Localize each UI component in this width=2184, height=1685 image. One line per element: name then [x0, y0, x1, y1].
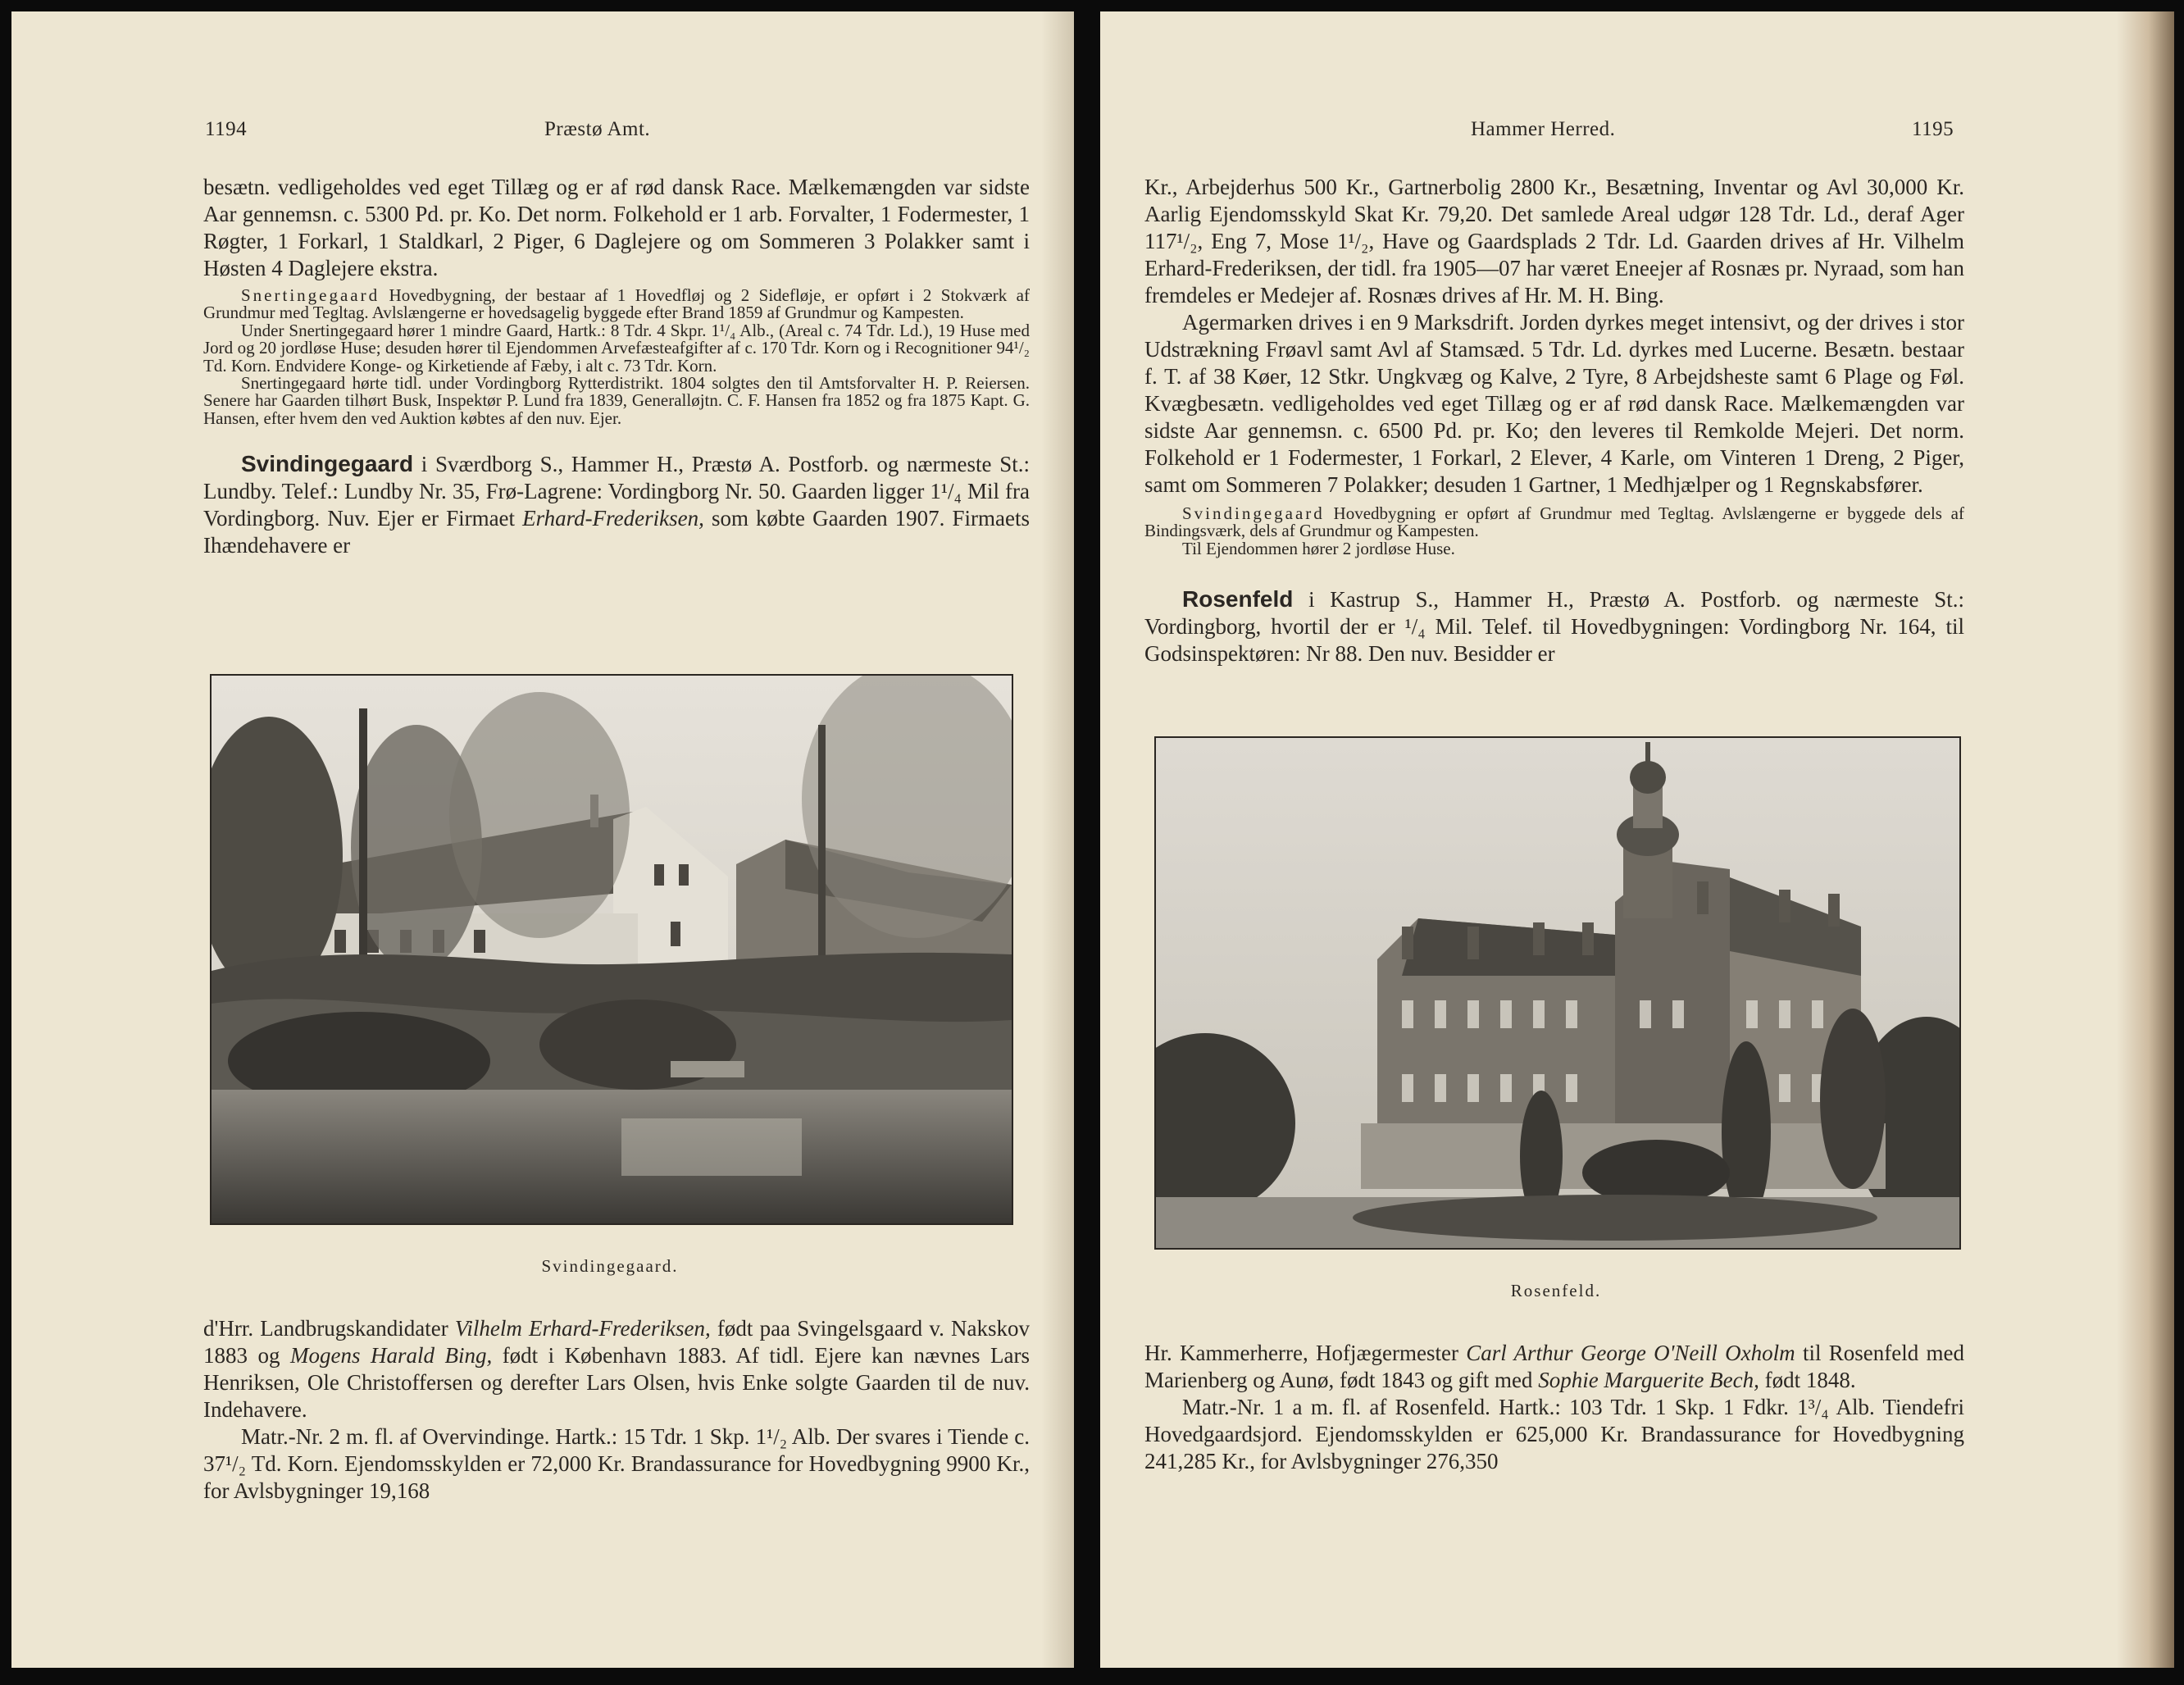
page-number: 1194: [205, 118, 248, 140]
photo-caption: Svindingegaard.: [541, 1256, 679, 1276]
entry-paragraph: [203, 450, 1030, 559]
manor-illustration: [1156, 738, 1959, 1248]
left-page: [11, 11, 1074, 1668]
small-paragraph: Til Ejendommen hører 2 jordløse Huse.: [1182, 538, 1455, 558]
paragraph: Matr.-Nr. 2 m. fl. af Overvindinge. Hartk.: 15 Tdr. 1 Skp. 1¹/₂ Alb. Der svares i Tiende c. 37¹/₂ Td. Korn. Ejendomsskylden er 72,000 Kr. Brandassurance for Hovedbygning 9900 Kr., for Avlsbygninger 19,168: [203, 1424, 1030, 1503]
manor-photo: [1154, 736, 1961, 1250]
text-block-top: [1144, 174, 1964, 667]
paragraph: [1144, 1340, 1964, 1394]
spaced-term: Snertingegaard: [241, 285, 380, 305]
text-block-top: [203, 174, 1030, 559]
text-block-bottom: [1144, 1340, 1964, 1475]
text-block-bottom: [203, 1315, 1030, 1505]
paragraph: Matr.-Nr. 1 a m. fl. af Rosenfeld. Hartk.: 103 Tdr. 1 Skp. 1 Fdkr. 1³/₄ Alb. Tiendefri Hovedgaardsjord. Ejendomsskylden er 625,000 Kr. Brandassurance for Hovedbygning 241,285 Kr., for Avlsbygninger 276,350: [1144, 1395, 1964, 1473]
paragraph: Kr., Arbejderhus 500 Kr., Gartnerbolig 2800 Kr., Besætning, Inventar og Avl 30,000 Kr. Aarlig Ejendomsskyld Skat Kr. 79,20. Det samlede Areal udgør 128 Tdr. Ld., deraf Ager 117¹/₂, Eng 7, Mose 1¹/₂, Have og Gaardsplads 2 Tdr. Ld. Gaarden drives af Hr. Vilhelm Erhard-Frederiksen, der tidl. fra 1905—07 har været Eneejer af Rosnæs pr. Nyraad, som han fremdeles er Medejer af. Rosnæs drives af Hr. M. H. Bing.: [1144, 175, 1964, 307]
farmhouse-photo: [210, 674, 1013, 1225]
running-head: Hammer Herred.: [1471, 118, 1616, 140]
small-paragraph: Snertingegaard hørte tidl. under Vordingborg Rytterdistrikt. 1804 solgtes den til Amtsforvalter H. P. Reiersen. Senere har Gaarden tilhørt Busk, Inspektør P. Lund fra 1839, Generalløjtn. C. F. Hansen fra 1852 og fra 1875 Kapt. G. Hansen, efter hvem den ved Auktion købtes af den nuv. Ejer.: [203, 373, 1030, 428]
person-name: Carl Arthur George O'Neill Oxholm: [1466, 1341, 1795, 1365]
paragraph: besætn. vedligeholdes ved eget Tillæg og er af rød dansk Race. Mælkemængden var sidste Aar gennemsn. c. 5300 Pd. pr. Ko. Det norm. Folkehold er 1 arb. Forvalter, 1 Fodermester, 1 Røgter, 1 Forkarl, 1 Staldkarl, 2 Piger, 6 Daglejere og om Sommeren 3 Polakker samt i Høsten 4 Daglejere ekstra.: [203, 175, 1030, 280]
person-name: Sophie Marguerite Bech,: [1538, 1368, 1759, 1392]
photo-caption: Rosenfeld.: [1510, 1281, 1602, 1300]
text: født i København 1883. Af tidl. Ejere kan nævnes Lars Henriksen, Ole Christoffersen og derefter Lars Olsen, hvis Enke solgte Gaarden til de nuv. Indehavere.: [203, 1343, 1030, 1422]
text: født 1848.: [1759, 1368, 1856, 1392]
spaced-term: Svindingegaard: [1182, 503, 1325, 523]
entry-paragraph: [1144, 585, 1964, 667]
person-name: Mogens Harald Bing,: [289, 1343, 493, 1368]
right-page: [1100, 11, 2174, 1668]
entry-title: Rosenfeld: [1182, 586, 1294, 613]
small-paragraph: [1144, 505, 1964, 540]
entry-text: i Sværdborg S., Hammer H., Præstø A. Postforb. og nærmeste St.: Lundby. Telef.: Lundby Nr. 35, Frø-Lagrene: Vordingborg Nr. 50. Gaarden ligger 1¹/₄ Mil fra Vordingborg. Nuv. Ejer er Firmaet: [203, 452, 1030, 531]
small-text: Hovedbygning, der bestaar af 1 Hovedfløj og 2 Sidefløje, er opført i 2 Stokværk af Grundmur med Tegltag. Avlslængerne er hovedsagelig byggede efter Brand 1859 af Grundmur og Kampesten.: [203, 285, 1030, 323]
person-name: Vilhelm Erhard-Frederiksen,: [454, 1316, 711, 1341]
farmhouse-illustration: [212, 676, 1012, 1223]
small-text: Hovedbygning er opført af Grundmur med Tegltag. Avlslængerne er byggede dels af Bindingsværk, dels af Grundmur og Kampesten.: [1144, 503, 1964, 541]
entry-title: Svindingegaard: [241, 451, 414, 477]
paragraph: [203, 1315, 1030, 1423]
entry-text: som købte Gaarden 1907. Firmaets Ihændehavere er: [203, 506, 1030, 558]
paragraph: Agermarken drives i en 9 Marksdrift. Jorden dyrkes meget intensivt, og der drives i stor Udstrækning Frøavl samt Avl af Stamsæd. 5 Tdr. Ld. dyrkes med Lucerne. Besætn. bestaar f. T. af 38 Køer, 12 Stkr. Ungkvæg og Kalve, 2 Tyre, 8 Arbejdsheste samt 6 Plage og Føl. Kvægbesætn. vedligeholdes ved eget Tillæg og er af rød dansk Race. Mælkemængden var sidste Aar gennemsn. c. 6500 Pd. pr. Ko; den leveres til Remkolde Mejeri. Det norm. Folkehold er 1 Fodermester, 1 Forkarl, 2 Elever, 4 Karle, om Vinteren 1 Dreng, 2 Piger, samt om Sommeren 7 Polakker; desuden 1 Gartner, 1 Medhjælper og 1 Regnskabsfører.: [1144, 310, 1964, 497]
page-number: 1195: [1912, 118, 1954, 140]
small-paragraph: Under Snertingegaard hører 1 mindre Gaard, Hartk.: 8 Tdr. 4 Skpr. 1¹/₄ Alb., (Areal c. 74 Tdr. Ld.), 19 Huse med Jord og 20 jordløse Huse; desuden hører til Ejendommen Arvefæsteafgifter af c. 170 Tdr. Korn og i Recognitioner 94¹/₂ Td. Korn. Endvidere Konge- og Kirketiende af Fæby, i alt c. 73 Tdr. Korn.: [203, 320, 1030, 376]
text: d'Hrr. Landbrugskandidater: [203, 1316, 455, 1341]
text: til Rosenfeld med Marienberg og Aunø, født 1843 og gift med: [1144, 1341, 1965, 1392]
small-paragraph: [203, 287, 1030, 322]
text: Hr. Kammerherre, Hofjægermester: [1144, 1341, 1467, 1365]
running-head: Præstø Amt.: [544, 118, 651, 140]
owner-name: Erhard-Frederiksen,: [522, 506, 704, 531]
text: født paa Svingelsgaard v. Nakskov 1883 og: [203, 1316, 1030, 1368]
entry-text: i Kastrup S., Hammer H., Præstø A. Postforb. og nærmeste St.: Vordingborg, hvortil der er ¹/₄ Mil. Telef. til Hovedbygningen: Vordingborg Nr. 164, til Godsinspektøren: Nr 88. Den nuv. Besidder er: [1144, 587, 1964, 667]
